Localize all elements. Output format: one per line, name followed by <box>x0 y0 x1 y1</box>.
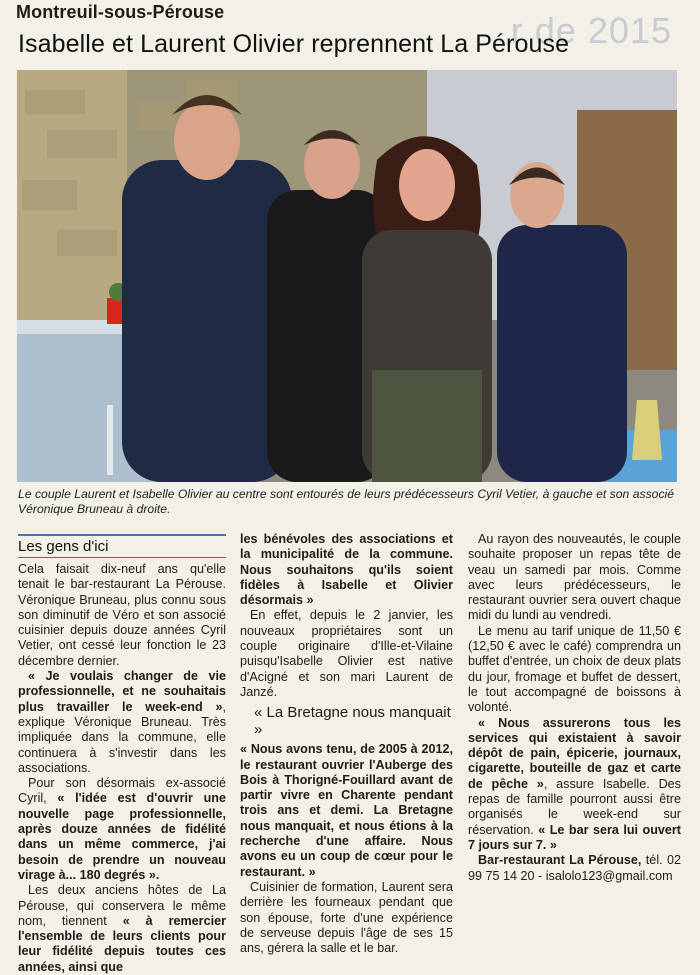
paragraph: Le menu au tarif unique de 11,50 € (12,50 € avec le café) comprendra un buffet d'entrée, un choix de deux plats du jour, fromage et buffet de dessert, le tout accompagné de boissons à volonté. <box>468 623 681 715</box>
paragraph: Cela faisait dix-neuf ans qu'elle tenait le bar-restaurant La Pérouse. Véronique Bruneau, plus connu sous son diminutif de Véro et son associé cuisinier depuis douze années Cyril Vetier, ont cessé leur fonction le 23 décembre dernier. <box>18 562 226 668</box>
text: Pour son désormais ex-associé Cyril, <box>18 776 226 806</box>
paragraph <box>468 716 681 854</box>
quote: « l'idée est d'ouvrir une nouvelle page professionnelle, après douze années de fidélité dans un même commerce, j'ai besoin de prendre un nouveau virage à... 180 degrés ». <box>18 791 226 882</box>
subheading: « La Bretagne nous manquait » <box>254 704 451 739</box>
headline: Isabelle et Laurent Olivier reprennent La Pérouse <box>18 30 570 58</box>
section-title: Les gens d'ici <box>18 538 109 555</box>
article-photo <box>17 70 677 482</box>
text: , assure Isabelle. Des repas de famille pourront aussi être organisés le week-end sur réservation. <box>468 776 681 837</box>
contact-info <box>468 853 681 884</box>
text: , explique Véronique Bruneau. Très impliquée dans la commune, elle continuera à s'investir dans les associations. <box>18 699 226 775</box>
article-column-2 <box>240 532 453 956</box>
section-rule-top <box>18 534 226 536</box>
quote: « Le bar sera lui ouvert 7 jours sur 7. » <box>468 822 681 852</box>
photo-caption: Le couple Laurent et Isabelle Olivier au centre sont entourés de leurs prédécesseurs Cyril Vetier, à gauche et son associé Véronique Bruneau à droite. <box>18 487 675 516</box>
group-photo-illustration <box>17 70 677 482</box>
locality-label: Montreuil-sous-Pérouse <box>16 2 225 22</box>
paragraph: Cuisinier de formation, Laurent sera derrière les fourneaux pendant que son épouse, forte d'une expérience de serveuse depuis l'âge de ses 15 ans, gérera la salle et le bar. <box>240 879 453 956</box>
paragraph: Au rayon des nouveautés, le couple souhaite proposer un repas tête de veau un samedi par mois. Comme avec leurs prédécesseurs, le restaurant ouvrier sera ouvert chaque midi du lundi au vendredi. <box>468 532 681 623</box>
paragraph: En effet, depuis le 2 janvier, les nouveaux propriétaires sont un couple originaire d'Ille-et-Vilaine puisqu'Isabelle Olivier est native d'Acigné et son mari Laurent de Janzé. <box>240 608 453 699</box>
quote: « Je voulais changer de vie professionnelle, et ne souhaitais plus travailler le week-end » <box>18 669 226 714</box>
bleed-through-text: r de 2015 <box>510 10 672 51</box>
quote: « à remercier l'ensemble de leurs clients pour leur fidélité depuis toutes ces années, ainsi que <box>18 913 226 974</box>
quote: « Nous assurerons tous les services qui existaient à savoir dépôt de pain, épicerie, journaux, cigarette, bouteille de gaz et carte de pêche » <box>468 715 681 791</box>
paragraph <box>240 532 453 608</box>
contact-name: Bar-restaurant La Pérouse, <box>478 853 642 868</box>
paragraph <box>18 776 226 883</box>
quote: les bénévoles des associations et la municipalité de la commune. Nous souhaitons qu'ils soient fidèles à Isabelle et Olivier désormais » <box>240 532 453 608</box>
article-column-3 <box>468 532 681 884</box>
paragraph <box>18 883 226 975</box>
quote: « Nous avons tenu, de 2005 à 2012, le restaurant ouvrier l'Auberge des Bois à Thorigné-Fouillard avant de partir vivre en Charente pendant trois ans et demi. La Bretagne nous manquait, et nous étions à la recherche d'une affaire. Nous avons eu un coup de cœur pour le restaurant. » <box>240 742 453 879</box>
text: Les deux anciens hôtes de La Pérouse, qui conservera le même nom, tiennent <box>18 883 226 928</box>
article-column-1 <box>18 562 226 975</box>
paragraph <box>240 742 453 880</box>
contact-details: tél. 02 99 75 14 20 - isalolo123@gmail.com <box>468 853 681 883</box>
section-rule-bottom <box>18 557 226 558</box>
paragraph <box>18 669 226 776</box>
